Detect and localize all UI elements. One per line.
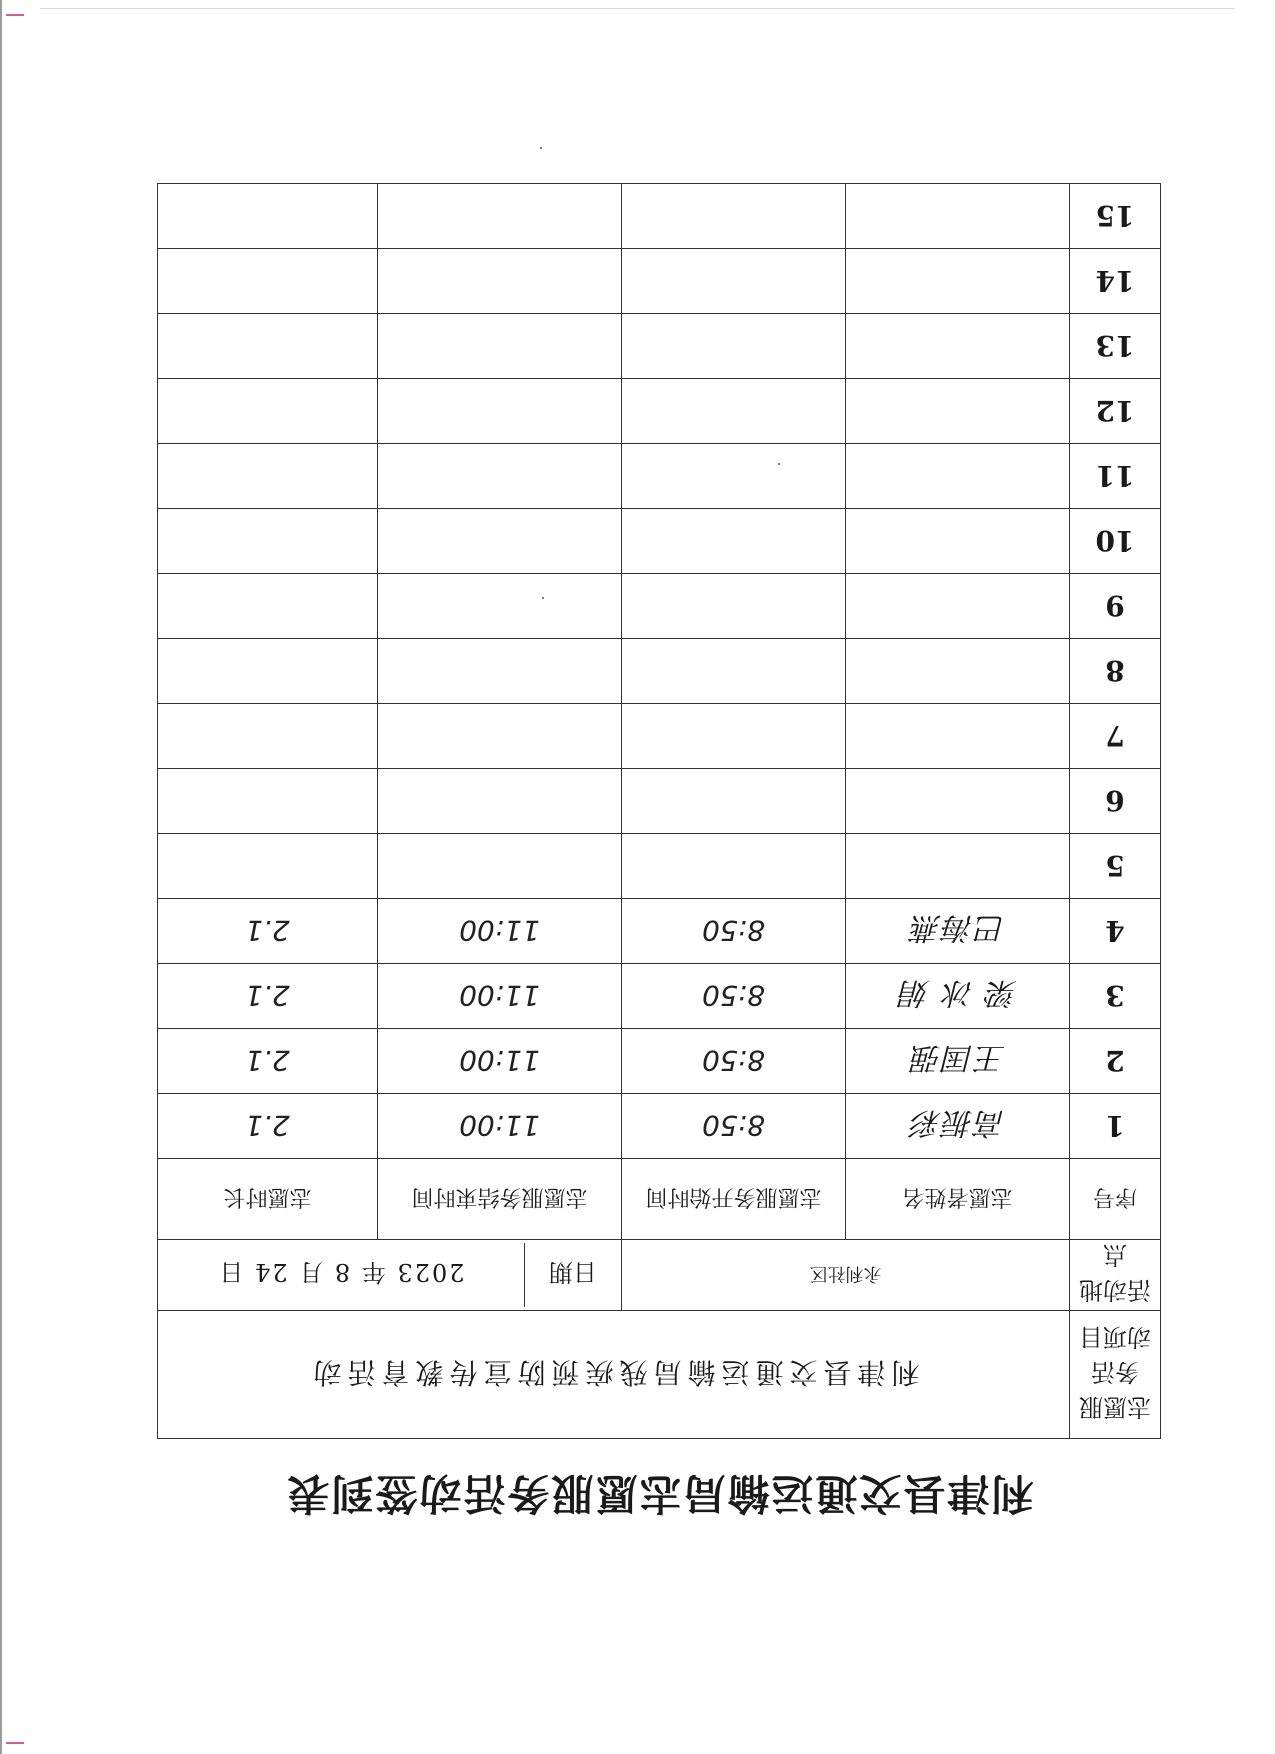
row-name: 王国强 (846, 1029, 1070, 1094)
header-duration: 志愿时长 (157, 1159, 377, 1240)
scan-left-edge (0, 0, 2, 1754)
table-row (157, 899, 1160, 964)
row-start (622, 574, 846, 639)
row-name (846, 249, 1070, 314)
table-row (157, 769, 1160, 834)
row-start (622, 769, 846, 834)
row-start (622, 249, 846, 314)
row-start: 8:50 (622, 1094, 846, 1159)
sheet-title: 利津县交通运输局志愿服务活动签到表 (285, 1469, 1034, 1518)
row-index: 8 (1070, 639, 1161, 704)
row-index: 1 (1070, 1094, 1161, 1159)
row-hours: 2.1 (157, 1029, 377, 1094)
row-start: 8:50 (622, 964, 846, 1029)
row-start (622, 509, 846, 574)
row-hours: 2.1 (157, 1094, 377, 1159)
row-end (378, 834, 622, 899)
row-end: 11:00 (378, 899, 622, 964)
row-end: 11:00 (378, 1094, 622, 1159)
sign-in-sheet (158, 199, 1161, 1525)
table-row (157, 444, 1160, 509)
row-start (622, 184, 846, 249)
header-name: 志愿者姓名 (846, 1159, 1070, 1240)
date-value: 2023 年 8 月 24 日 (217, 1258, 465, 1287)
row-hours (157, 444, 377, 509)
project-label-line2: 动项目 (1079, 1323, 1151, 1351)
row-end (378, 574, 622, 639)
table-row (157, 834, 1160, 899)
row-name: 梁 冰 娟 (846, 964, 1070, 1029)
row-index: 4 (1070, 899, 1161, 964)
row-name (846, 509, 1070, 574)
row-start: 8:50 (622, 1029, 846, 1094)
row-end: 11:00 (378, 964, 622, 1029)
row-start (622, 704, 846, 769)
header-index: 序号 (1070, 1159, 1161, 1240)
row-hours (157, 379, 377, 444)
row-end (378, 704, 622, 769)
row-start (622, 444, 846, 509)
row-index: 9 (1070, 574, 1161, 639)
row-end (378, 314, 622, 379)
row-start (622, 379, 846, 444)
table-row (157, 509, 1160, 574)
row-start (622, 314, 846, 379)
row-end (378, 444, 622, 509)
row-index: 12 (1070, 379, 1161, 444)
location-label: 活动地点 (1070, 1240, 1161, 1311)
row-hours (157, 509, 377, 574)
row-index: 6 (1070, 769, 1161, 834)
row-hours (157, 184, 377, 249)
row-index: 10 (1070, 509, 1161, 574)
table-row (157, 1029, 1160, 1094)
project-label (1070, 1311, 1161, 1439)
corner-mark-bottom (6, 1742, 24, 1752)
scan-top-edge (40, 8, 1235, 9)
table-row (157, 1094, 1160, 1159)
table-row (157, 379, 1160, 444)
corner-mark-top (6, 14, 24, 24)
row-end (378, 509, 622, 574)
location-row (157, 1240, 1160, 1311)
row-name (846, 314, 1070, 379)
row-name (846, 444, 1070, 509)
row-name (846, 574, 1070, 639)
row-end (378, 184, 622, 249)
row-end: 11:00 (378, 1029, 622, 1094)
row-start: 8:50 (622, 899, 846, 964)
row-end (378, 769, 622, 834)
project-row (157, 1311, 1160, 1439)
header-start-time: 志愿服务开始时间 (622, 1159, 846, 1240)
row-index: 7 (1070, 704, 1161, 769)
row-hours (157, 249, 377, 314)
row-index: 14 (1070, 249, 1161, 314)
row-name (846, 184, 1070, 249)
table-row (157, 249, 1160, 314)
header-end-time: 志愿服务结束时间 (378, 1159, 622, 1240)
table-row (157, 184, 1160, 249)
row-hours (157, 574, 377, 639)
project-label-line1: 志愿服务活 (1079, 1358, 1151, 1421)
scan-speck (540, 147, 542, 149)
row-index: 15 (1070, 184, 1161, 249)
row-name (846, 704, 1070, 769)
row-hours: 2.1 (157, 899, 377, 964)
sign-in-table (158, 199, 1161, 1439)
project-value: 利津县交通运输局残疾预防宣传教育活动 (157, 1311, 1069, 1439)
table-row (157, 964, 1160, 1029)
table-row (157, 574, 1160, 639)
row-name: 高振彩 (846, 1094, 1070, 1159)
row-end (378, 249, 622, 314)
date-cell (157, 1240, 621, 1311)
row-index: 5 (1070, 834, 1161, 899)
row-name (846, 769, 1070, 834)
table-row (157, 314, 1160, 379)
row-end (378, 639, 622, 704)
row-name (846, 639, 1070, 704)
table-row (157, 704, 1160, 769)
row-hours (157, 704, 377, 769)
row-start (622, 639, 846, 704)
row-name (846, 379, 1070, 444)
row-hours (157, 314, 377, 379)
row-name (846, 834, 1070, 899)
row-end (378, 379, 622, 444)
header-row (157, 1159, 1160, 1240)
row-start (622, 834, 846, 899)
location-value: 永利社区 (622, 1240, 1070, 1311)
row-name: 巴海燕 (846, 899, 1070, 964)
row-hours (157, 769, 377, 834)
row-index: 3 (1070, 964, 1161, 1029)
table-row (157, 639, 1160, 704)
row-index: 11 (1070, 444, 1161, 509)
row-hours: 2.1 (157, 964, 377, 1029)
row-hours (157, 639, 377, 704)
row-index: 13 (1070, 314, 1161, 379)
row-hours (157, 834, 377, 899)
date-label: 日期 (524, 1243, 621, 1307)
row-index: 2 (1070, 1029, 1161, 1094)
